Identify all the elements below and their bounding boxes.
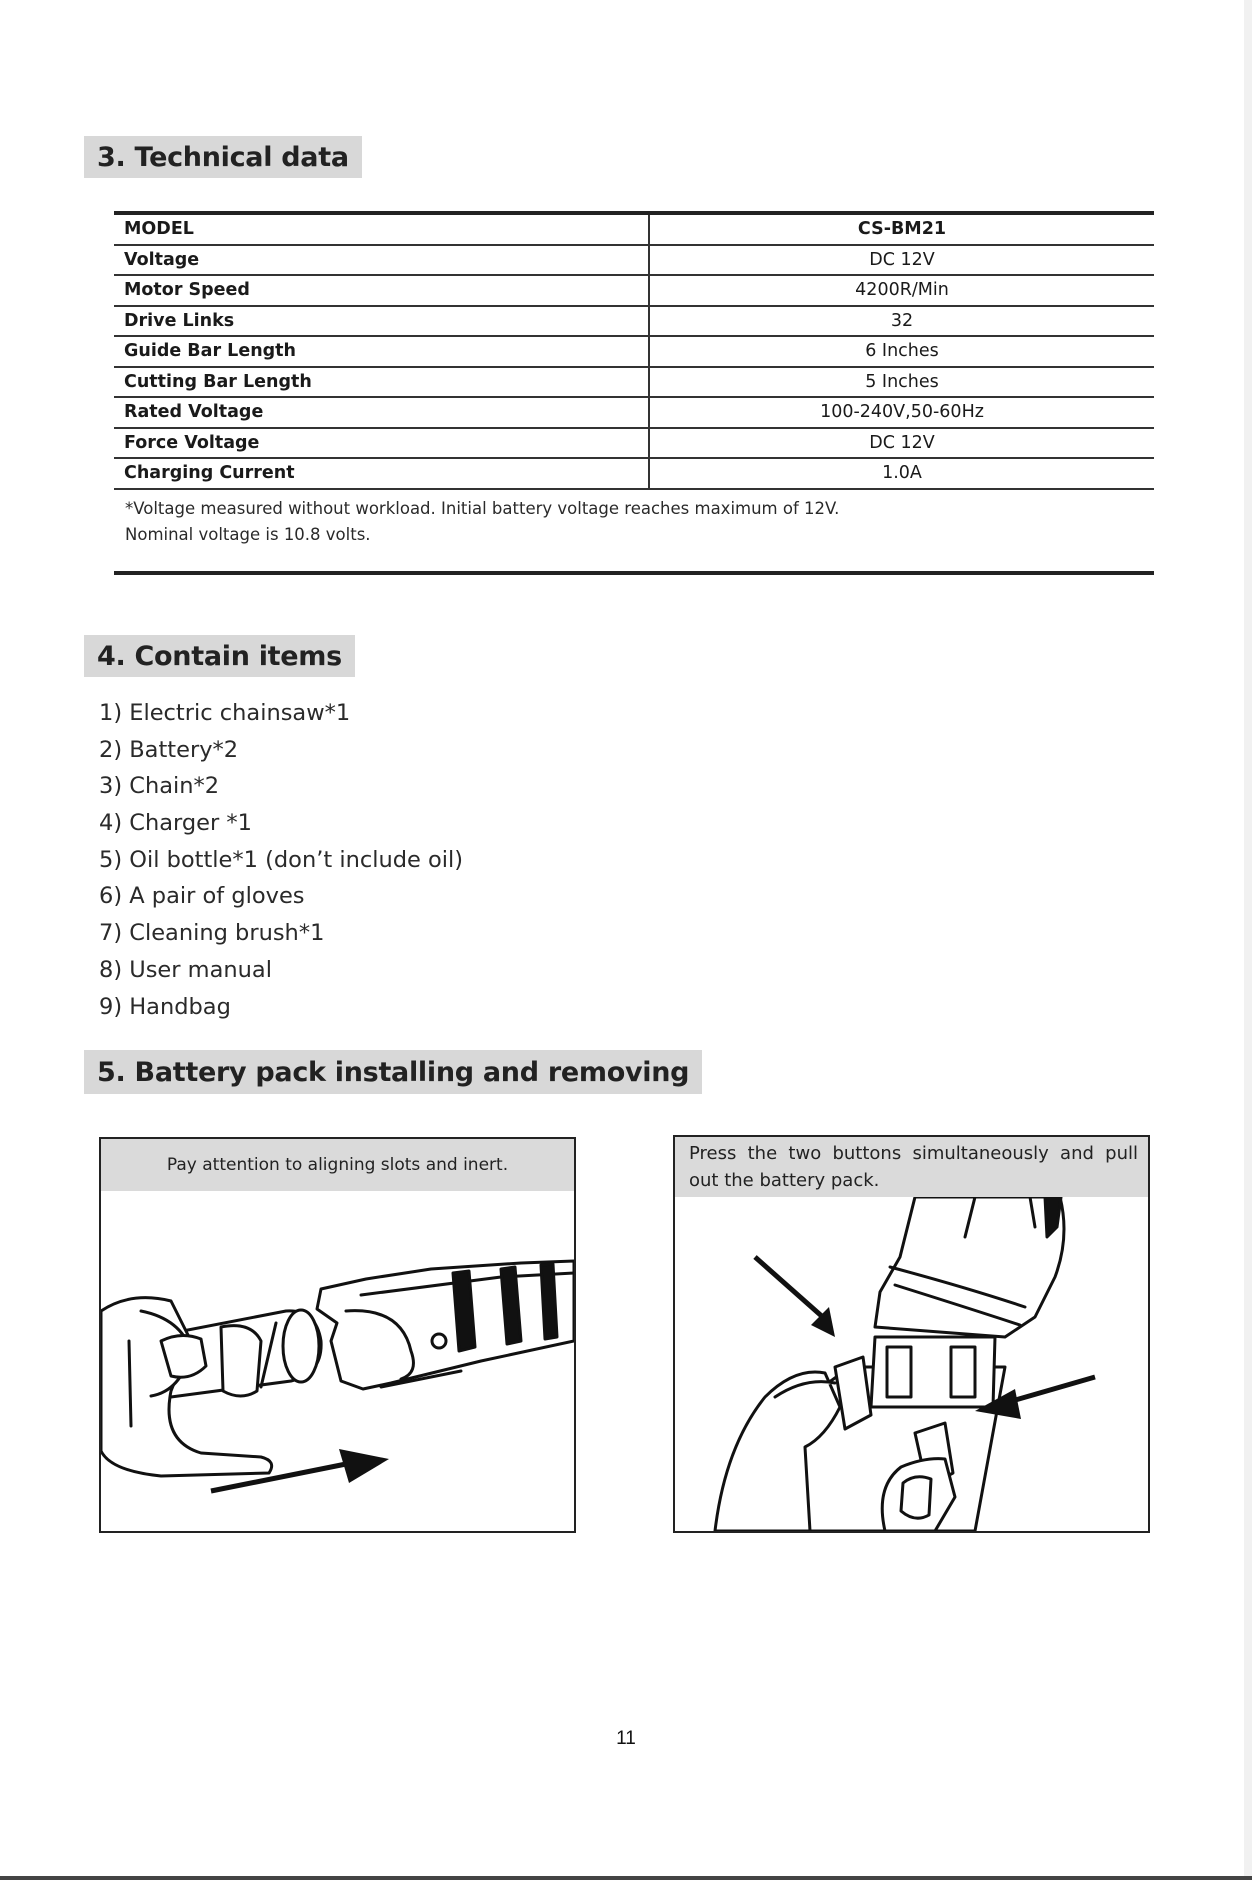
spec-value: 4200R/Min: [649, 275, 1154, 306]
remove-caption: Press the two buttons simultaneously and pull out the battery pack.: [675, 1137, 1148, 1197]
spec-table: [114, 215, 1154, 490]
list-item: 7) Cleaning brush*1: [99, 920, 325, 947]
spec-row: [114, 397, 1154, 428]
install-caption: Pay attention to aligning slots and inert.: [101, 1139, 574, 1191]
spec-label: Cutting Bar Length: [114, 367, 649, 398]
spec-value: 100-240V,50-60Hz: [649, 397, 1154, 428]
contain-items-heading: 4. Contain items: [84, 635, 355, 677]
spec-value: DC 12V: [649, 428, 1154, 459]
technical-data-table: [114, 211, 1154, 548]
spec-label: MODEL: [114, 215, 649, 245]
technical-data-heading: 3. Technical data: [84, 136, 362, 178]
spec-note: [114, 490, 1154, 548]
list-item: 2) Battery*2: [99, 736, 239, 763]
remove-battery-illustration: [675, 1197, 1148, 1531]
spec-value: 1.0A: [649, 458, 1154, 489]
page-edge: [1244, 0, 1252, 1880]
spec-label: Voltage: [114, 245, 649, 276]
contain-items-list: [99, 695, 463, 1025]
remove-battery-figure: [673, 1135, 1150, 1533]
spec-note-line-1: *Voltage measured without workload. Initial battery voltage reaches maximum of 12V.: [125, 498, 840, 518]
spec-label: Guide Bar Length: [114, 336, 649, 367]
battery-pack-heading: 5. Battery pack installing and removing: [84, 1050, 702, 1094]
table-bottom-rule: [114, 571, 1154, 575]
spec-row: [114, 275, 1154, 306]
spec-label: Drive Links: [114, 306, 649, 337]
spec-row: [114, 336, 1154, 367]
spec-label: Force Voltage: [114, 428, 649, 459]
spec-row: [114, 306, 1154, 337]
page-number: 11: [616, 1728, 636, 1749]
list-item: 6) A pair of gloves: [99, 883, 305, 910]
spec-row: [114, 215, 1154, 245]
spec-value: 5 Inches: [649, 367, 1154, 398]
spec-value: 6 Inches: [649, 336, 1154, 367]
page-bottom-edge: [0, 1876, 1252, 1880]
spec-value: 32: [649, 306, 1154, 337]
spec-row: [114, 428, 1154, 459]
spec-value: DC 12V: [649, 245, 1154, 276]
install-battery-figure: [99, 1137, 576, 1533]
list-item: 4) Charger *1: [99, 810, 252, 837]
list-item: 8) User manual: [99, 956, 272, 983]
list-item: 9) Handbag: [99, 993, 231, 1020]
list-item: 3) Chain*2: [99, 773, 220, 800]
list-item: 1) Electric chainsaw*1: [99, 700, 351, 726]
install-battery-illustration: [101, 1191, 574, 1531]
spec-value: CS-BM21: [649, 215, 1154, 245]
spec-row: [114, 245, 1154, 276]
spec-label: Rated Voltage: [114, 397, 649, 428]
spec-label: Motor Speed: [114, 275, 649, 306]
spec-row: [114, 367, 1154, 398]
spec-row: [114, 458, 1154, 489]
list-item: 5) Oil bottle*1 (don’t include oil): [99, 846, 464, 873]
spec-note-line-2: Nominal voltage is 10.8 volts.: [125, 524, 371, 544]
spec-label: Charging Current: [114, 458, 649, 489]
